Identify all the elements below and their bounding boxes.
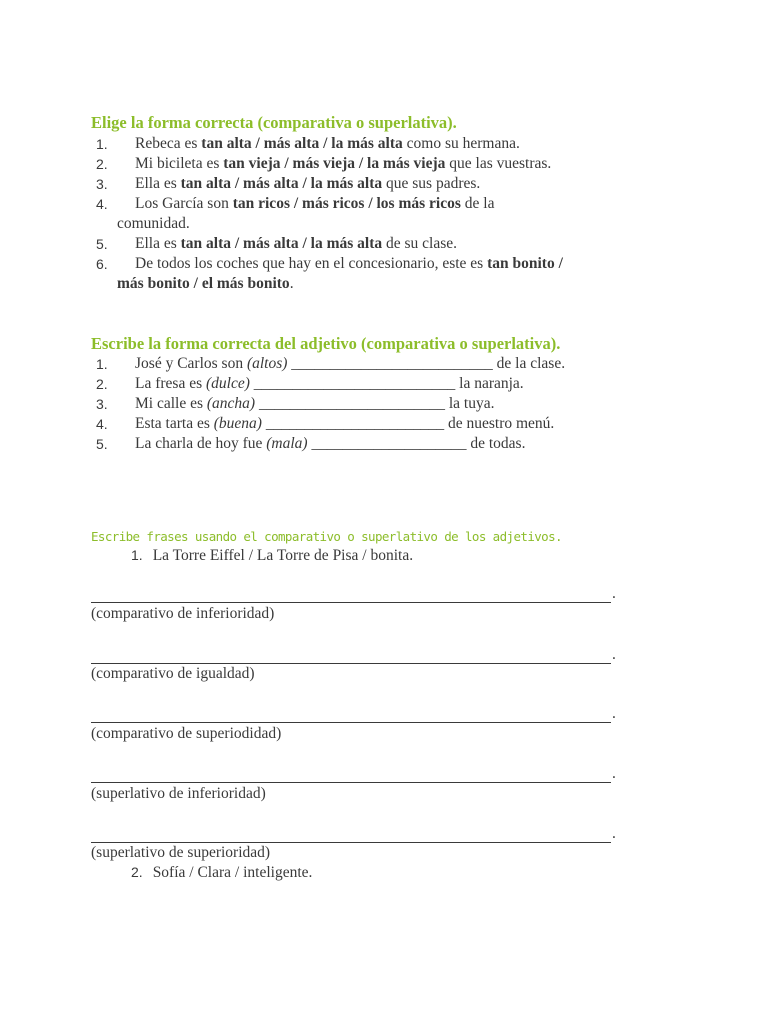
line-end-dot: .: [612, 825, 616, 842]
list-item: 4. Esta tarta es (buena) _______________________ de nuestro menú.: [96, 415, 555, 432]
answer-line[interactable]: [91, 782, 611, 783]
answer-hint-label: (superlativo de inferioridad): [91, 785, 266, 802]
list-item: 5. La charla de hoy fue (mala) ____________________ de todas.: [96, 435, 526, 452]
answer-options: más bonito / el más bonito: [117, 275, 290, 292]
list-item: 3. Ella es tan alta / más alta / la más alta que sus padres.: [96, 175, 481, 192]
section3-heading: Escribe frases usando el comparativo o superlativo de los adjetivos.: [91, 529, 562, 544]
item-number: 5.: [96, 436, 108, 452]
answer-blank[interactable]: _______________________: [261, 415, 448, 432]
item-number: 6.: [96, 256, 108, 272]
adjective-hint: (dulce): [206, 375, 250, 392]
answer-hint-label: (superlativo de superioridad): [91, 844, 271, 861]
list-item: 3. Mi calle es (ancha) ________________________ la tuya.: [96, 395, 495, 412]
answer-blank[interactable]: __________________________: [287, 355, 497, 372]
line-end-dot: .: [612, 765, 616, 782]
adjective-hint: (ancha): [206, 395, 256, 412]
line-end-dot: .: [612, 705, 616, 722]
exercise-prompt: Sofía / Clara / inteligente.: [152, 864, 313, 881]
exercise-prompt: La Torre Eiffel / La Torre de Pisa / bonita.: [152, 547, 414, 564]
answer-hint-label: (comparativo de superiodidad): [91, 725, 282, 742]
item-number: 2.: [96, 156, 108, 172]
answer-options: tan bonito /: [487, 255, 563, 272]
answer-options: tan alta / más alta / la más alta: [201, 135, 403, 152]
adjective-hint: (buena): [213, 415, 262, 432]
item-number: 2.: [96, 376, 108, 392]
item-number: 3.: [96, 176, 108, 192]
item-number: 1.: [131, 547, 143, 563]
section1-heading: Elige la forma correcta (comparativa o superlativa).: [91, 113, 457, 132]
item-number: 3.: [96, 396, 108, 412]
list-item: 4. Los García son tan ricos / más ricos / los más ricos de la comunidad.: [96, 195, 495, 232]
answer-options: tan ricos / más ricos / los más ricos: [232, 195, 461, 212]
exercise-item-1: [131, 547, 413, 565]
list-item: 1. José y Carlos son (altos) __________________________ de la clase.: [96, 355, 566, 372]
answer-options: tan alta / más alta / la más alta: [180, 175, 383, 192]
item-number: 4.: [96, 416, 108, 432]
item-number: 1.: [96, 136, 108, 152]
line-end-dot: .: [612, 585, 616, 602]
section1-list: [96, 134, 676, 294]
list-item: 6. De todos los coches que hay en el concesionario, este es tan bonito / más bonito / el más bonito.: [96, 255, 563, 292]
answer-line[interactable]: [91, 602, 611, 603]
answer-line[interactable]: [91, 842, 611, 843]
answer-hint-label: (comparativo de inferioridad): [91, 605, 275, 622]
line-end-dot: .: [612, 646, 616, 663]
answer-blank[interactable]: ________________________: [255, 395, 449, 412]
section2-heading: Escribe la forma correcta del adjetivo (comparativa o superlativa).: [91, 334, 561, 353]
list-item: 5. Ella es tan alta / más alta / la más alta de su clase.: [96, 235, 458, 252]
answer-options: tan alta / más alta / la más alta: [180, 235, 383, 252]
list-item: 1. Rebeca es tan alta / más alta / la más alta como su hermana.: [96, 135, 520, 152]
section2-list: [96, 354, 676, 454]
adjective-hint: (altos): [246, 355, 288, 372]
exercise-item-2: [131, 864, 312, 882]
answer-options: tan vieja / más vieja / la más vieja: [223, 155, 446, 172]
answer-blank[interactable]: ____________________: [307, 435, 471, 452]
list-item: 2. Mi bicileta es tan vieja / más vieja / la más vieja que las vuestras.: [96, 155, 552, 172]
item-number: 1.: [96, 356, 108, 372]
list-item: 2. La fresa es (dulce) __________________________ la naranja.: [96, 375, 524, 392]
answer-line[interactable]: [91, 722, 611, 723]
item-number: 5.: [96, 236, 108, 252]
item-number: 2.: [131, 864, 143, 880]
answer-line[interactable]: [91, 663, 611, 664]
answer-blank[interactable]: __________________________: [249, 375, 460, 392]
answer-hint-label: (comparativo de igualdad): [91, 665, 255, 682]
adjective-hint: (mala): [266, 435, 308, 452]
item-number: 4.: [96, 196, 108, 212]
